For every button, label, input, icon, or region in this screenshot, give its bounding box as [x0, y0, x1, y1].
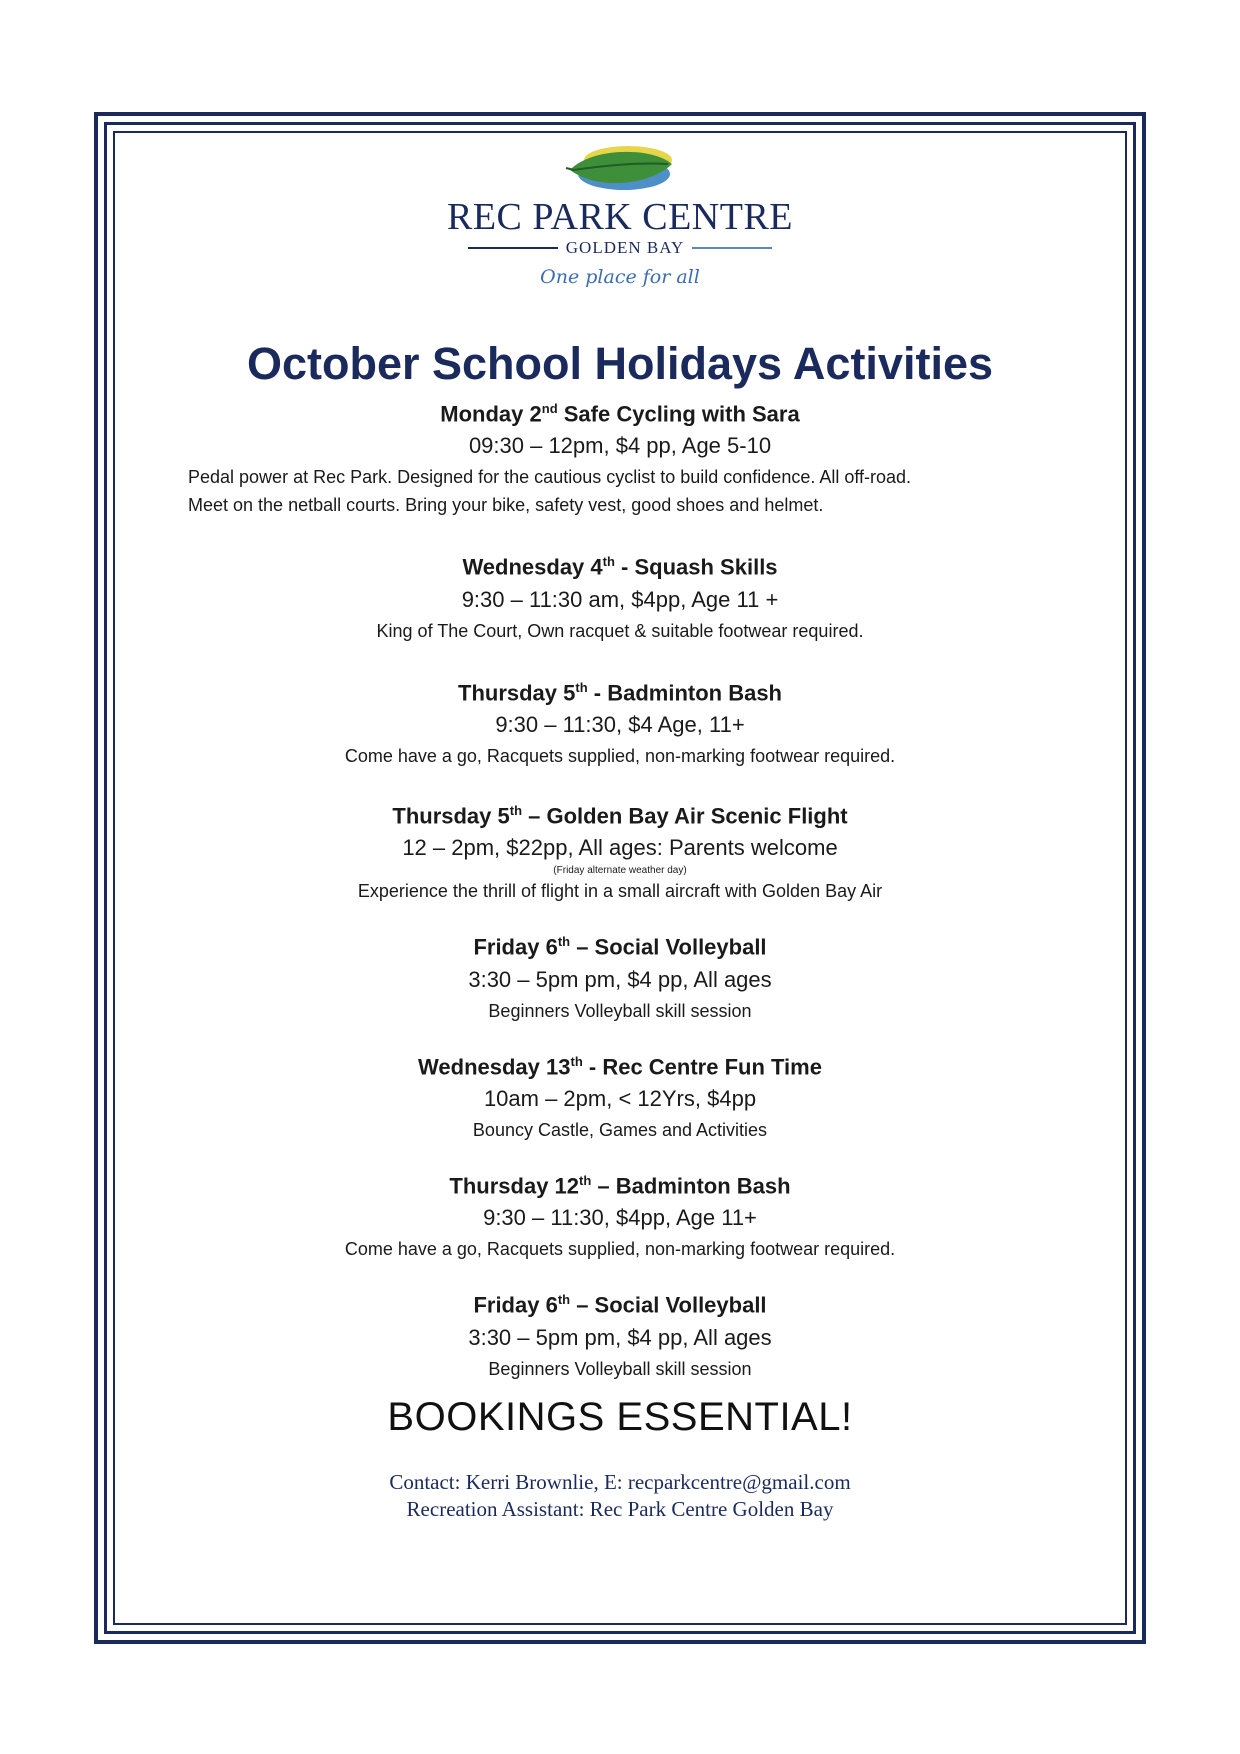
event-day-suffix: th [579, 1172, 592, 1188]
event-description: Experience the thrill of flight in a small aircraft with Golden Bay Air [357, 881, 883, 902]
brand-rule-left [468, 247, 558, 249]
event-list [120, 394, 1120, 1383]
event-title [120, 796, 1120, 831]
leaf-icon [560, 140, 680, 202]
contact-line: Contact: Kerri Brownlie, E: recparkcentre@gmail.com [389, 1469, 851, 1494]
event-title [120, 673, 1120, 708]
event-description: Meet on the netball courts. Bring your bike, safety vest, good shoes and helmet. [188, 495, 824, 516]
event-day: Monday 2 [440, 401, 542, 427]
event-time: 3:30 – 5pm pm, $4 pp, All ages [468, 966, 772, 992]
event-name: - Squash Skills [614, 554, 778, 580]
event-day: Wednesday 13 [418, 1053, 571, 1079]
event-item [120, 547, 1120, 644]
event-item [120, 1285, 1120, 1382]
brand-location-text: GOLDEN BAY [565, 238, 685, 257]
event-title [120, 547, 1120, 582]
contact-role-line: Recreation Assistant: Rec Park Centre Golden Bay [406, 1496, 834, 1521]
event-time: 9:30 – 11:30 am, $4pp, Age 11 + [461, 586, 779, 612]
event-description: Beginners Volleyball skill session [488, 1000, 752, 1021]
brand-name: REC PARK CENTRE [446, 196, 794, 238]
event-item [120, 1047, 1120, 1144]
event-day-suffix: th [570, 1053, 583, 1069]
event-day-suffix: th [557, 1292, 571, 1308]
event-title [120, 1166, 1120, 1201]
event-name: - Rec Centre Fun Time [582, 1053, 822, 1079]
event-day: Thursday 12 [449, 1173, 580, 1199]
event-item [120, 796, 1120, 905]
page-title: October School Holidays Activities [246, 338, 993, 389]
event-description: Come have a go, Racquets supplied, non-marking footwear required. [344, 1239, 896, 1260]
contact-block [120, 1469, 1120, 1523]
event-name: – Golden Bay Air Scenic Flight [522, 803, 848, 829]
event-day: Thursday 5 [458, 679, 576, 705]
event-name: – Social Volleyball [570, 934, 767, 960]
event-day-suffix: th [509, 802, 523, 818]
event-title [120, 927, 1120, 962]
event-time: 9:30 – 11:30, $4pp, Age 11+ [483, 1205, 757, 1231]
event-name: - Badminton Bash [587, 679, 782, 705]
brand-tagline: One place for all [540, 266, 700, 288]
event-time: 12 – 2pm, $22pp, All ages: Parents welcome [402, 835, 838, 861]
event-description: King of The Court, Own racquet & suitable footwear required. [376, 620, 864, 641]
event-name: – Social Volleyball [570, 1292, 767, 1318]
event-name: Safe Cycling with Sara [557, 401, 800, 427]
bookings-notice: BOOKINGS ESSENTIAL! [387, 1394, 853, 1439]
event-name: – Badminton Bash [591, 1173, 791, 1199]
event-time: 09:30 – 12pm, $4 pp, Age 5-10 [468, 433, 772, 459]
event-item [120, 394, 1120, 519]
event-day-suffix: th [575, 679, 588, 695]
event-time: 10am – 2pm, < 12Yrs, $4pp [483, 1085, 757, 1111]
brand-rule-right [692, 247, 772, 249]
event-day-suffix: th [557, 934, 571, 950]
event-note: (Friday alternate weather day) [553, 865, 687, 877]
event-title [120, 394, 1120, 429]
event-description: Beginners Volleyball skill session [488, 1358, 752, 1379]
event-item [120, 673, 1120, 770]
event-description: Come have a go, Racquets supplied, non-marking footwear required. [344, 745, 896, 766]
brand-location [440, 238, 800, 258]
event-item [120, 927, 1120, 1024]
event-time: 9:30 – 11:30, $4 Age, 11+ [495, 711, 745, 737]
event-title [120, 1047, 1120, 1082]
event-description: Pedal power at Rec Park. Designed for the cautious cyclist to build confidence. All off-road. [188, 467, 912, 488]
event-description: Bouncy Castle, Games and Activities [472, 1119, 768, 1140]
event-day-suffix: nd [541, 401, 558, 416]
event-title [120, 1285, 1120, 1320]
event-time: 3:30 – 5pm pm, $4 pp, All ages [468, 1324, 772, 1350]
event-day: Friday 6 [473, 934, 558, 960]
event-day: Wednesday 4 [462, 554, 603, 580]
rec-park-logo [440, 140, 800, 310]
event-item [120, 1166, 1120, 1263]
flyer-content [120, 140, 1120, 1523]
event-day-suffix: th [602, 554, 615, 570]
event-day: Friday 6 [473, 1292, 558, 1318]
event-day: Thursday 5 [392, 803, 510, 829]
